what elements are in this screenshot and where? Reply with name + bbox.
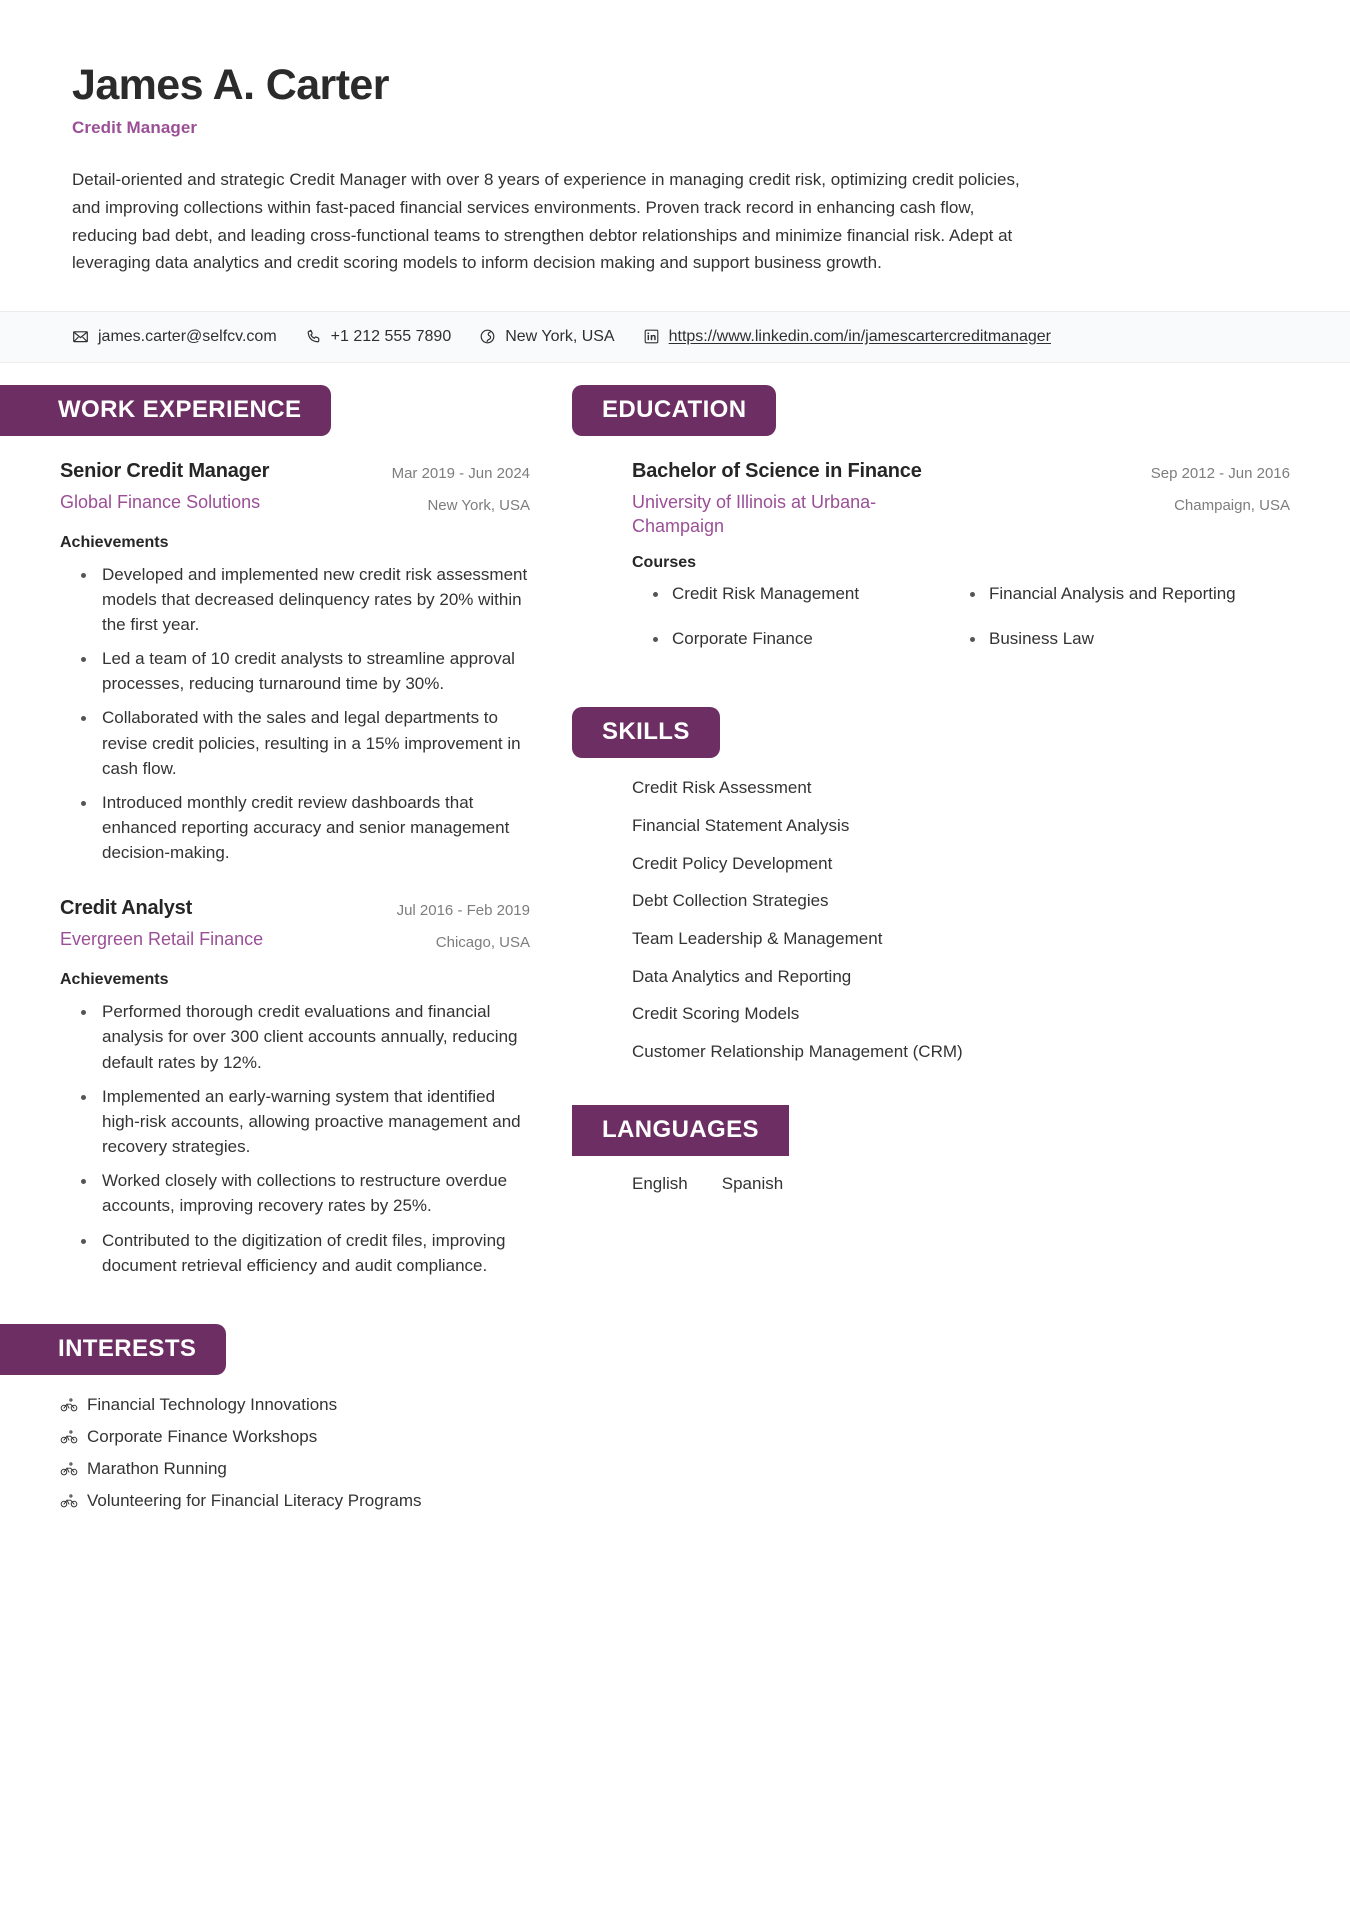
- languages-wrap: [572, 1174, 1350, 1194]
- globe-icon: [479, 328, 496, 345]
- list-item: Credit Risk Management: [672, 582, 973, 607]
- list-item: Financial Statement Analysis: [632, 816, 850, 836]
- list-item: Business Law: [989, 627, 1290, 652]
- list-item: Customer Relationship Management (CRM): [632, 1041, 963, 1061]
- left-column: [0, 385, 572, 1519]
- right-column: [572, 385, 1350, 1202]
- work-entry-title: Credit Analyst: [60, 897, 193, 920]
- list-item: Financial Analysis and Reporting: [989, 582, 1290, 607]
- contact-bar: [0, 311, 1350, 363]
- work-entry-subheading: Achievements: [60, 971, 169, 989]
- list-item: Data Analytics and Reporting: [632, 966, 852, 986]
- contact-phone[interactable]: [305, 328, 452, 346]
- bicycle-icon: [60, 1428, 78, 1446]
- list-item: Debt Collection Strategies: [632, 891, 829, 911]
- list-item: Credit Scoring Models: [632, 1004, 800, 1024]
- list-item: Led a team of 10 credit analysts to streamline approval processes, reducing turnaround time by 30%.: [100, 646, 530, 696]
- envelope-icon: [72, 328, 89, 345]
- bicycle-icon: [60, 1492, 78, 1510]
- resume-body: [0, 363, 1350, 1519]
- section-work-experience: [0, 385, 572, 1278]
- contact-linkedin[interactable]: [643, 328, 1051, 346]
- section-interests: [0, 1324, 572, 1511]
- education-entry-organization: University of Illinois at Urbana-Champaign: [632, 491, 877, 536]
- work-entry: [60, 458, 530, 866]
- work-entry-subheading: Achievements: [60, 533, 169, 551]
- list-item: Team Leadership & Management: [632, 929, 883, 948]
- list-item: Credit Policy Development: [632, 853, 833, 873]
- work-entry-organization: Global Finance Solutions: [60, 491, 261, 512]
- list-item: Performed thorough credit evaluations and financial analysis for over 300 client accounts annually, reducing default rates by 12%.: [100, 999, 530, 1074]
- skills-wrap: [572, 776, 1350, 1064]
- list-item: Implemented an early-warning system that identified high-risk accounts, allowing proactive management and recovery strategies.: [100, 1084, 530, 1159]
- linkedin-icon: [643, 328, 660, 345]
- list-item: [60, 1427, 317, 1447]
- phone-icon: [305, 328, 322, 345]
- section-heading-interests: INTERESTS: [0, 1324, 226, 1375]
- education-entries: [572, 458, 1350, 670]
- work-entry-dates: Mar 2019 - Jun 2024: [391, 464, 530, 482]
- resume-header: [0, 0, 1350, 277]
- work-entry-bullets: [60, 999, 530, 1278]
- section-heading-languages: LANGUAGES: [572, 1105, 789, 1156]
- section-heading-skills: SKILLS: [572, 707, 720, 758]
- list-item: Spanish: [721, 1173, 784, 1193]
- work-entry-meta: [392, 458, 530, 518]
- contact-linkedin-text[interactable]: https://www.linkedin.com/in/jamescartercreditmanager: [668, 327, 1051, 345]
- work-entry-organization: Evergreen Retail Finance: [60, 929, 264, 950]
- work-entry-meta: [397, 895, 530, 955]
- interest-label: Volunteering for Financial Literacy Programs: [87, 1490, 422, 1510]
- section-skills: [572, 707, 1350, 1064]
- bicycle-icon: [60, 1396, 78, 1414]
- education-entry-title: Bachelor of Science in Finance: [632, 459, 922, 482]
- education-entry-location: Champaign, USA: [1174, 496, 1290, 514]
- list-item: Credit Risk Assessment: [632, 778, 812, 798]
- interest-label: Financial Technology Innovations: [87, 1394, 338, 1414]
- list-item: [60, 1491, 422, 1511]
- interests-list: [0, 1395, 560, 1511]
- education-entry-dates: Sep 2012 - Jun 2016: [1150, 464, 1290, 482]
- list-item: Introduced monthly credit review dashboards that enhanced reporting accuracy and senior management decision-making.: [100, 790, 530, 865]
- list-item: Developed and implemented new credit risk assessment models that decreased delinquency rates by 20% within the first year.: [100, 562, 530, 637]
- skills-list: [632, 776, 1290, 1064]
- contact-location[interactable]: [479, 328, 614, 346]
- list-item: Worked closely with collections to restructure overdue accounts, improving recovery rates by 25%.: [100, 1168, 530, 1218]
- section-heading-work-experience: WORK EXPERIENCE: [0, 385, 331, 436]
- courses-list: [632, 582, 1290, 669]
- work-entry-location: New York, USA: [427, 496, 530, 514]
- work-entry-location: Chicago, USA: [435, 934, 530, 952]
- list-item: [60, 1395, 337, 1415]
- contact-phone-text: +1 212 555 7890: [330, 327, 452, 345]
- contact-email[interactable]: [72, 328, 277, 346]
- languages-list: [632, 1174, 1290, 1194]
- education-entry-subheading: Courses: [632, 554, 697, 572]
- page-bottom-spacer: [0, 1519, 1350, 1609]
- work-entry: [60, 895, 530, 1278]
- list-item: English: [632, 1173, 688, 1193]
- section-heading-education: EDUCATION: [572, 385, 776, 436]
- work-experience-entries: [0, 458, 572, 1278]
- interest-label: Marathon Running: [87, 1458, 227, 1478]
- section-languages: [572, 1105, 1350, 1194]
- education-entry: [632, 458, 1290, 670]
- list-item: Corporate Finance: [672, 627, 973, 652]
- work-entry-title: Senior Credit Manager: [60, 459, 270, 482]
- interest-label: Corporate Finance Workshops: [87, 1426, 318, 1446]
- work-entry-dates: Jul 2016 - Feb 2019: [396, 902, 530, 920]
- job-title: Credit Manager: [72, 118, 198, 138]
- list-item: Contributed to the digitization of credit files, improving document retrieval efficiency and audit compliance.: [100, 1228, 530, 1278]
- list-item: [60, 1459, 227, 1479]
- work-entry-bullets: [60, 562, 530, 866]
- section-education: [572, 385, 1350, 670]
- bicycle-icon: [60, 1460, 78, 1478]
- contact-location-text: New York, USA: [505, 327, 615, 345]
- page-title: James A. Carter: [72, 61, 389, 109]
- education-entry-meta: [1151, 458, 1290, 518]
- list-item: Collaborated with the sales and legal departments to revise credit policies, resulting in a 15% improvement in cash flow.: [100, 705, 530, 780]
- professional-summary: Detail-oriented and strategic Credit Manager with over 8 years of experience in managing credit risk, optimizing credit policies, and improving collections within fast-paced financial services environments. Proven track record in enhancing cash flow, reducing bad debt, and leading cross-functional teams to strengthen debtor relationships and minimize financial risk. Adept at leveraging data analytics and credit scoring models to inform decision making and support business growth.: [72, 170, 1020, 273]
- contact-email-text: james.carter@selfcv.com: [98, 327, 277, 345]
